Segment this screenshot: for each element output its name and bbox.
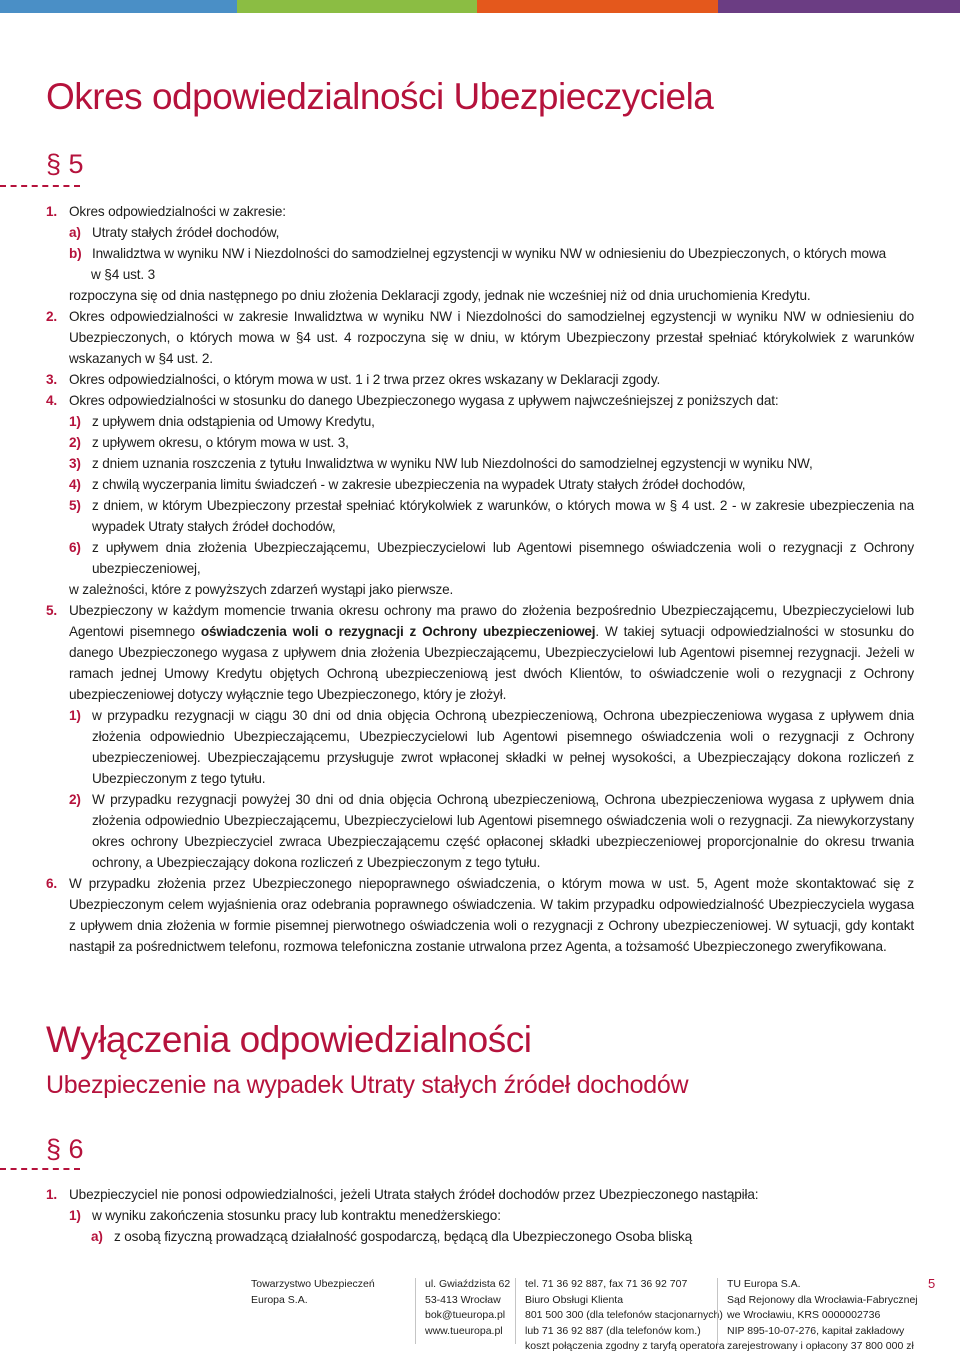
list-item [46,201,914,222]
item-after-text: rozpoczyna się od dnia następnego po dniu złożenia Deklaracji zgody, jednak nie wcześniej niż od dnia uruchomienia Kredytu. [69,288,811,303]
item-text-part: Ubezpieczony w każdym momencie trwania okresu ochrony ma prawo do złożenia bezpośrednio Ubezpieczającemu, Ubezpieczycielowi lub Agentowi pisemnego [69,603,914,639]
item-text: W przypadku złożenia przez Ubezpieczonego niepoprawnego oświadczenia, o którym mowa w ust. 5, Agent może skontaktować się z Ubezpieczonym celem wyjaśnienia oraz odebrania poprawnego oświadczenia. W takim przypadku odpowiedzialność Ubezpieczyciela wygasa z upływem dnia złożenia w formie pisemnej pierwotnego oświadczenia woli o rezygnacji z Ochrony ubezpieczeniowej. W sytuacji, gdy kontakt nastąpił za pośrednictwem telefonu, rozmowa telefoniczna zostanie utrwalona przez Agenta, a tożsamość Ubezpieczonego zweryfikowana. [69,876,914,954]
footer-line: koszt połączenia zgodny z taryfą operatora [525,1340,725,1352]
list-item [46,600,914,705]
sub-item-text: z dniem uznania roszczenia z tytułu Inwalidztwa w wyniku NW lub Niezdolności do samodzielnej egzystencji w wyniku NW, [92,456,813,471]
section-body [46,1184,914,1247]
sub-item-text: z upływem dnia odstąpienia od Umowy Kredytu, [92,414,375,429]
item-text: Okres odpowiedzialności w stosunku do danego Ubezpieczonego wygasa z upływem najwcześniejszej z poniższych dat: [69,393,779,408]
item-text-bold: oświadczenia woli o rezygnacji z Ochrony ubezpieczeniowej [200,624,596,639]
footer-registration [727,1277,918,1355]
item-text-part: . W takiej sytuacji odpowiedzialności w stosunku do danego Ubezpieczonego wygasa z upływem dnia złożenia Ubezpieczającemu, Ubezpieczycielowi lub Agentowi pisemnej rezygnacji. Jeżeli w ramach jednej Umowy Kredytu objętych Ochroną ubezpieczeniową jest dwóch Klientów, to oświadczenie woli o rezygnacji z Ochrony ubezpieczeniowej dotyczy wyłącznie tego Ubezpieczonego, który je złożył. [69,624,914,702]
footer-line: Biuro Obsługi Klienta [525,1293,624,1306]
footer-contact [525,1277,725,1355]
item-text: Okres odpowiedzialności, o którym mowa w ust. 1 i 2 trwa przez okres wskazany w Deklaracji zgody. [69,372,661,387]
item-number: 1. [46,204,58,219]
sub-item [46,474,914,495]
footer-line: Sąd Rejonowy dla Wrocławia-Fabrycznej [727,1293,918,1306]
sub-item-number: 1) [69,708,81,723]
sub-item-number: 4) [69,477,81,492]
color-segment-purple [718,0,960,13]
sub-item-number: 3) [69,456,81,471]
sub-item-text: z dniem, w którym Ubezpieczony przestał spełniać którykolwiek z warunków, o których mowa w § 4 ust. 2 - w zakresie ubezpieczenia na wypadek Utraty stałych źródeł dochodów, [92,498,914,534]
section-title: Okres odpowiedzialności Ubezpieczyciela [46,76,714,117]
sub-item [46,222,914,243]
footer-line: ul. Gwiaździsta 62 [425,1278,511,1290]
list-item [46,306,914,369]
sub-item [46,432,914,453]
item-number: 3. [46,372,58,387]
item-text: Ubezpieczyciel nie ponosi odpowiedzialności, jeżeli Utrata stałych źródeł dochodów przez Ubezpieczonego nastąpiła: [69,1187,759,1202]
footer-address [425,1277,510,1339]
footer-line: Europa S.A. [251,1293,308,1306]
sub-item-text: z osobą fizyczną prowadzącą działalność gospodarczą, będącą dla Ubezpieczonego Osoba bliską [114,1229,693,1244]
section-title: Wyłączenia odpowiedzialności [46,1019,532,1060]
sub-item-continuation: w §4 ust. 3 [91,267,156,282]
footer-divider [515,1278,516,1344]
sub-item [46,411,914,432]
item-number: 6. [46,876,58,891]
sub-item-number: 2) [69,435,81,450]
item-number: 1. [46,1187,58,1202]
sub-item-text: w wyniku zakończenia stosunku pracy lub kontraktu menedżerskiego: [92,1208,501,1223]
sub-item [46,537,914,579]
color-segment-orange [477,0,718,13]
sub-item-text: z upływem okresu, o którym mowa w ust. 3, [92,435,349,450]
sub-item-number: 1) [69,1208,81,1223]
sub-item [46,453,914,474]
color-segment-blue [0,0,237,13]
section-body [46,201,914,957]
footer-line: TU Europa S.A. [727,1278,801,1290]
sub-item-text: z upływem dnia złożenia Ubezpieczającemu, Ubezpieczycielowi lub Agentowi pisemnego oświadczenia woli o rezygnacji z Ochrony ubezpieczeniowej, [92,540,914,576]
footer-company [251,1277,375,1308]
sub-item [46,1205,914,1226]
footer-line: NIP 895-10-07-276, kapitał zakładowy [727,1324,905,1337]
sub-item-number: a) [91,1229,103,1244]
top-color-bar [0,0,960,13]
sub-item [46,789,914,873]
paragraph-number: § 6 [46,1134,84,1164]
sub-item-text: z chwilą wyczerpania limitu świadczeń - w zakresie ubezpieczenia na wypadek Utraty stałych źródeł dochodów, [92,477,746,492]
sub-item-text: w przypadku rezygnacji w ciągu 30 dni od dnia objęcia Ochroną ubezpieczeniową, Ochrona ubezpieczeniowa wygasa z upływem dnia złożenia odpowiednio Ubezpieczającemu, Ubezpieczycielowi lub Agentowi pisemnego oświadczenia woli o rezygnacji z Ochrony ubezpieczeniowej. Ubezpieczającemu przysługuje zwrot wpłaconej składki w pełnej wysokości, a Ubezpieczający dokona rozliczeń z Ubezpieczonym z tego tytułu. [92,708,914,786]
footer-line: zarejestrowany i opłacony 37 800 000 zł [727,1340,914,1352]
footer-line: we Wrocławiu, KRS 0000002736 [727,1309,881,1321]
color-segment-green [237,0,477,13]
sub-sub-item [46,1226,914,1247]
list-item [46,1184,914,1205]
sub-item [46,243,914,264]
item-text [69,600,914,705]
sub-item [46,705,914,789]
sub-item-number: 1) [69,414,81,429]
item-after-text: w zależności, które z powyższych zdarzeń wystąpi jako pierwsze. [69,582,454,597]
sub-item-number: 6) [69,540,81,555]
footer-line: Towarzystwo Ubezpieczeń [251,1278,375,1290]
item-number: 2. [46,309,58,324]
sub-item [46,495,914,537]
sub-item-number: b) [69,246,82,261]
dashed-divider [0,185,80,187]
sub-item-text: Utraty stałych źródeł dochodów, [92,225,280,240]
footer-line: 801 500 300 (dla telefonów stacjonarnych) [525,1309,723,1321]
section-subtitle: Ubezpieczenie na wypadek Utraty stałych źródeł dochodów [46,1071,689,1099]
list-item [46,369,914,390]
item-number: 4. [46,393,58,408]
footer-email-link[interactable]: bok@tueuropa.pl [425,1309,506,1321]
sub-item-text: Inwalidztwa w wyniku NW i Niezdolności do samodzielnej egzystencji w wyniku NW w odniesieniu do Ubezpieczonych, o których mowa [92,246,887,261]
sub-item-number: 2) [69,792,81,807]
paragraph-number: § 5 [46,149,84,179]
item-number: 5. [46,603,58,618]
sub-item-number: 5) [69,498,81,513]
footer-divider [415,1278,416,1344]
footer-website-link[interactable]: www.tueuropa.pl [425,1324,503,1337]
footer-divider [717,1278,718,1344]
sub-item-text: W przypadku rezygnacji powyżej 30 dni od dnia objęcia Ochroną ubezpieczeniową, Ochrona ubezpieczeniowa wygasa z upływem dnia złożenia odpowiednio Ubezpieczającemu, Ubezpieczycielowi lub Agentowi pisemnego oświadczenia woli o rezygnacji. Za niewykorzystany okres ochrony Ubezpieczyciel zwraca Ubezpieczającemu część opłaconej składki ubezpieczeniowej proporcjonalnie do okresu trwania ochrony, a Ubezpieczający dokona rozliczeń z Ubezpieczonym z tego tytułu. [92,792,914,870]
item-text: Okres odpowiedzialności w zakresie Inwalidztwa w wyniku NW i Niezdolności do samodzielnej egzystencji w wyniku NW w odniesieniu do Ubezpieczonych, o których mowa w §4 ust. 4 rozpoczyna się w dniu, w którym Ubezpieczony przestał spełniać którykolwiek z warunków wskazanych w §4 ust. 2. [69,309,914,366]
dashed-divider [0,1168,80,1170]
footer-line: 53-413 Wrocław [425,1293,501,1306]
footer-line: lub 71 36 92 887 (dla telefonów kom.) [525,1324,701,1337]
list-item [46,873,914,957]
page-number: 5 [928,1276,936,1291]
footer-line: tel. 71 36 92 887, fax 71 36 92 707 [525,1278,688,1290]
list-item [46,390,914,411]
sub-item-number: a) [69,225,81,240]
item-text: Okres odpowiedzialności w zakresie: [69,204,286,219]
